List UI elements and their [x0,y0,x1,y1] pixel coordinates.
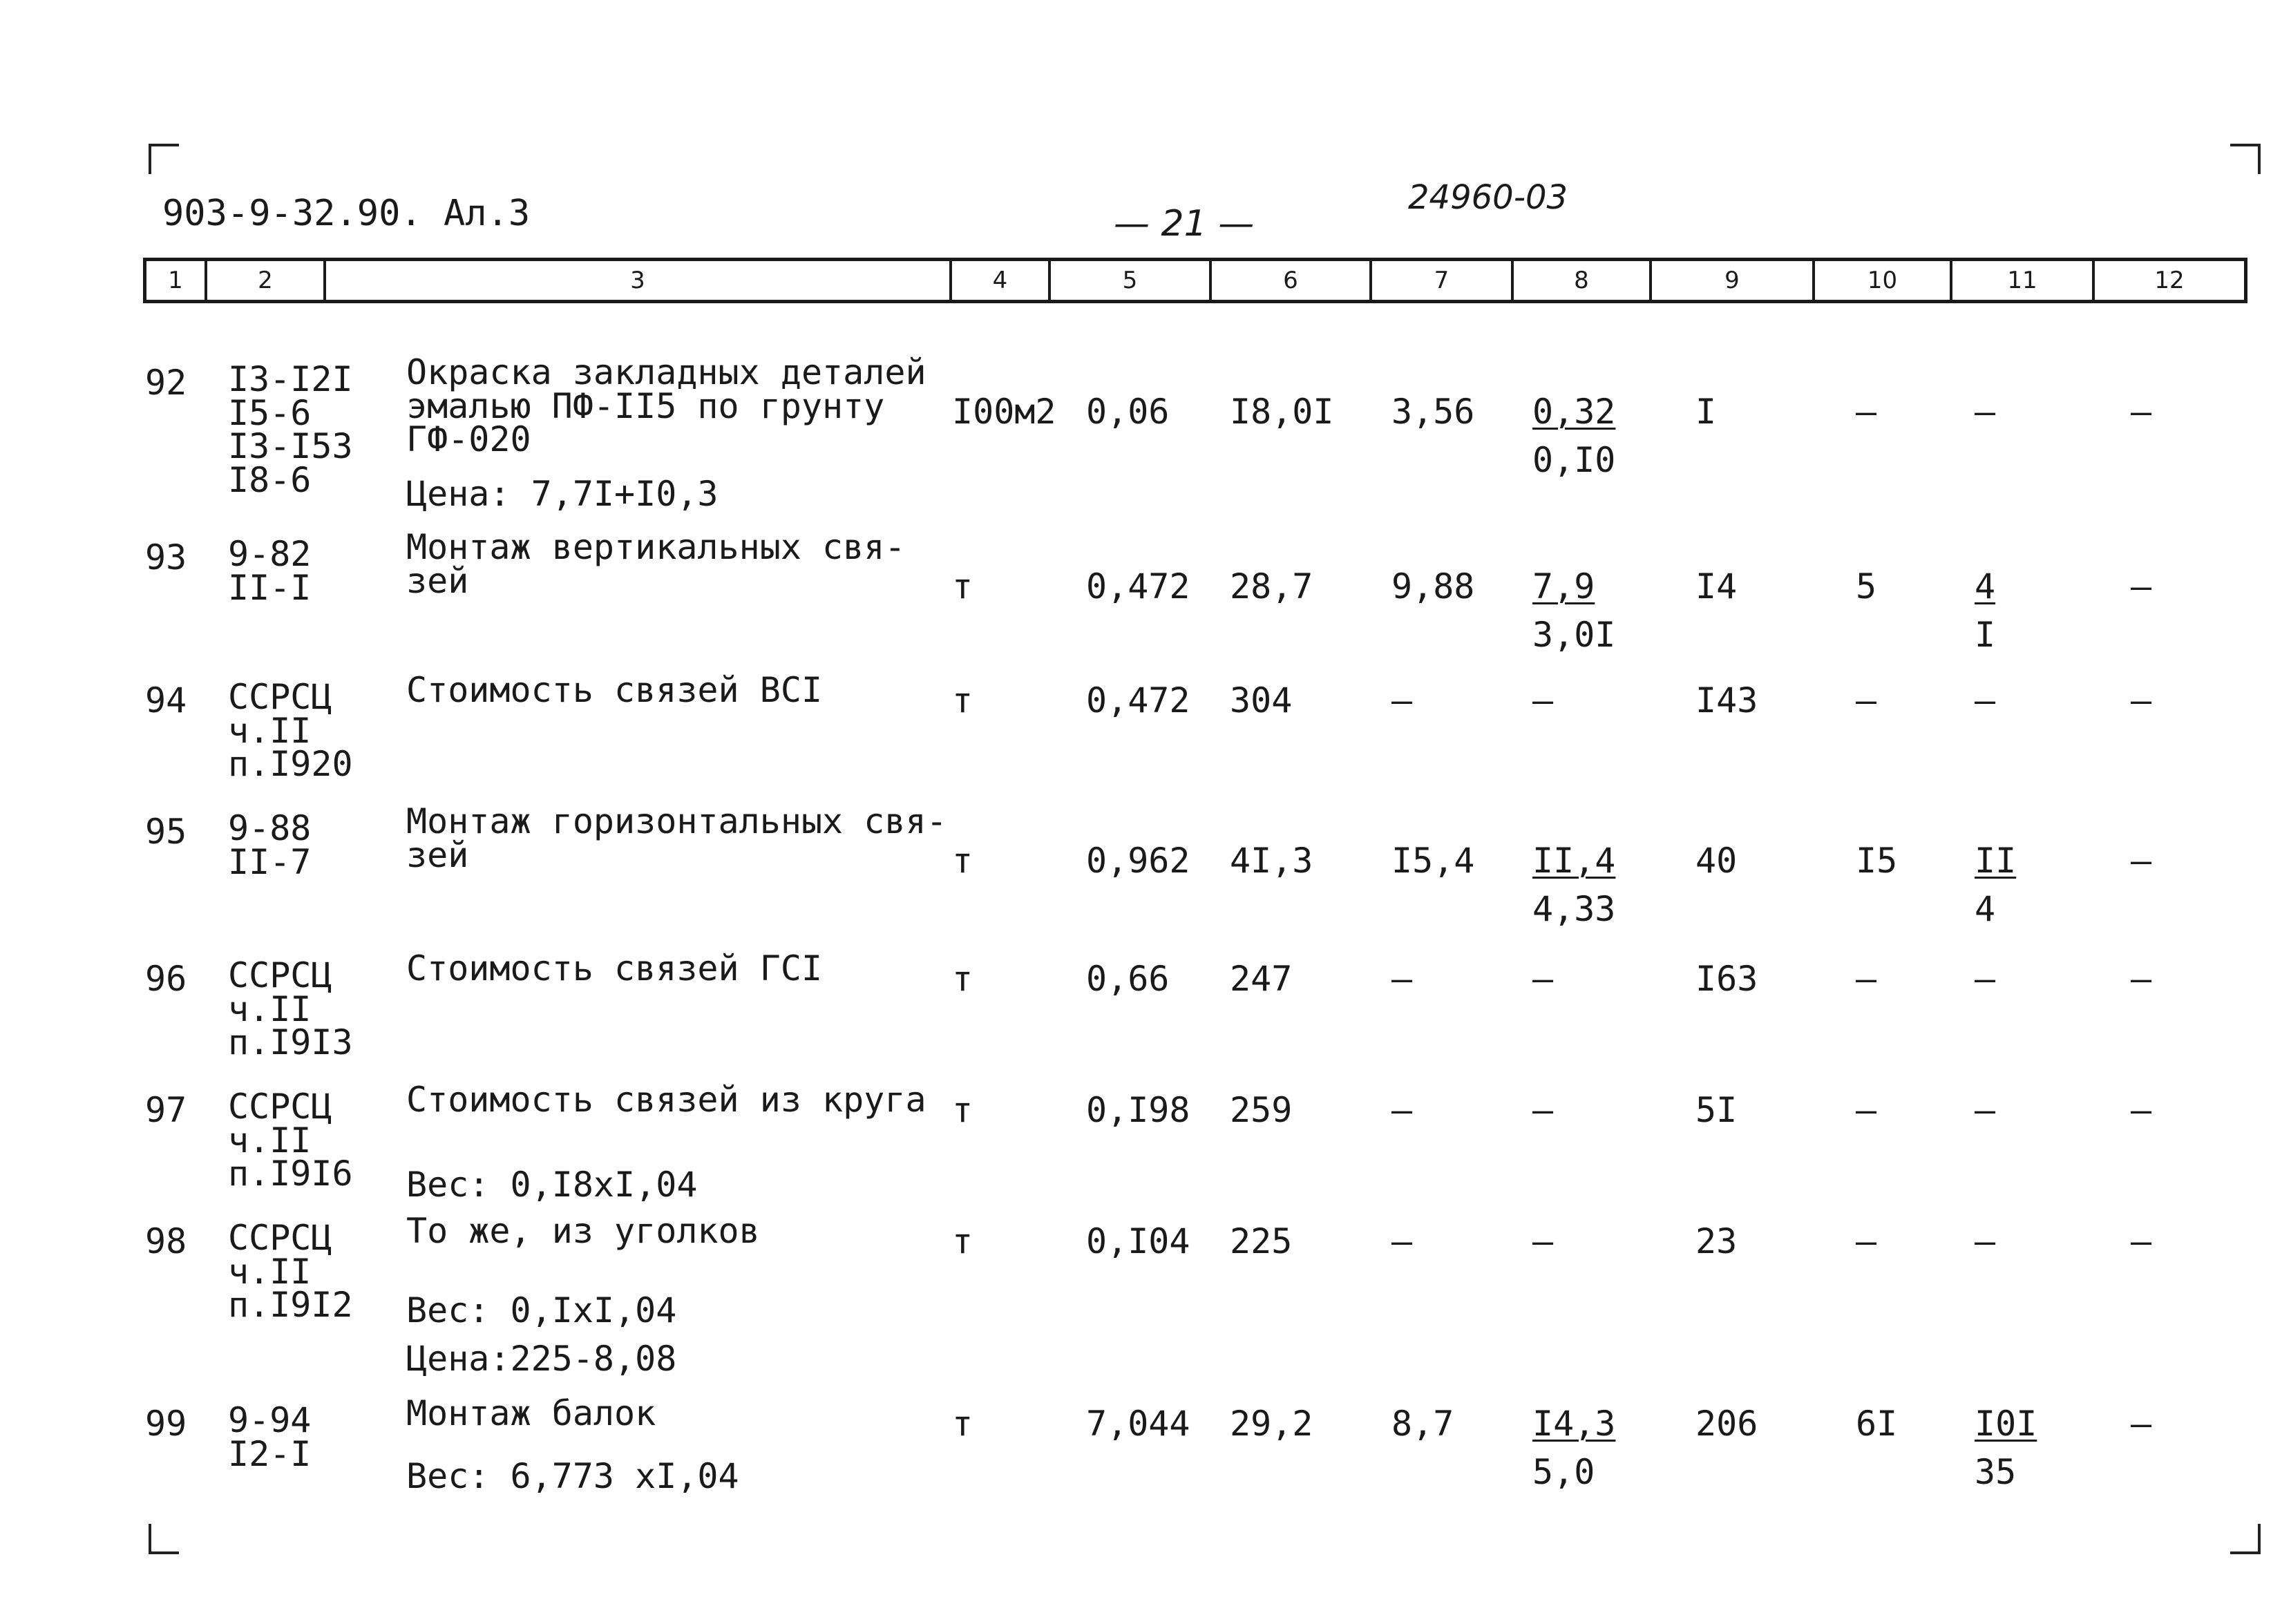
document-code: 903-9-32.90. Ал.3 [162,193,531,234]
extra-column: – [2131,959,2152,999]
total-wage: I5 [1856,841,1898,881]
total-wage: 5 [1856,566,1877,606]
total-cost: 23 [1695,1221,1738,1261]
work-description: Стоимость связей ГСI [406,948,823,988]
quantity: 0,66 [1086,959,1170,999]
machine-cost: – [1532,959,1554,999]
extra-column: – [2131,392,2152,432]
corner-mark-bottom-left [149,1524,179,1554]
quantity: 0,472 [1086,680,1190,720]
unit: т [952,1404,973,1444]
quantity: 0,472 [1086,566,1190,606]
total-machine: II [1975,841,2017,881]
total-machine-wage: 4 [1975,889,1996,929]
unit-wage: 3,56 [1391,392,1475,432]
total-machine-wage: 35 [1975,1452,2017,1492]
unit-cost: 4I,3 [1230,841,1313,881]
extra-column: – [2131,566,2152,606]
corner-mark-top-left [149,144,179,174]
total-cost: I4 [1695,566,1738,606]
column-header-11: 11 [1952,261,2095,300]
column-header-8: 8 [1514,261,1652,300]
unit: т [952,959,973,999]
unit: I00м2 [952,392,1056,432]
unit: т [952,1090,973,1130]
total-cost: 5I [1695,1090,1738,1130]
work-description: Стоимость связей ВСI [406,670,823,710]
unit-wage: – [1391,959,1413,999]
machine-wage: 5,0 [1532,1452,1595,1492]
column-header-row [143,258,2247,303]
column-header-5: 5 [1051,261,1212,300]
total-machine: – [1975,680,1996,720]
column-header-3: 3 [326,261,952,300]
work-description: Окраска закладных деталей эмалью ПФ-II5 по грунту ГФ-020 [406,352,926,459]
norm-code: ССРСЦ ч.II п.I9I6 [228,1087,353,1194]
column-header-9: 9 [1652,261,1815,300]
work-description: Стоимость связей из круга [406,1080,926,1120]
row-number: 92 [145,363,187,403]
unit: т [952,566,973,606]
work-note: Вес: 0,I8хI,04 [406,1165,698,1205]
machine-cost: 7,9 [1532,566,1595,606]
quantity: 7,044 [1086,1404,1190,1444]
machine-wage: 0,I0 [1532,440,1616,480]
extra-column: – [2131,1404,2152,1444]
unit-wage: – [1391,680,1413,720]
total-machine: – [1975,392,1996,432]
unit: т [952,1221,973,1261]
unit-cost: 304 [1230,680,1293,720]
row-number: 97 [145,1090,187,1130]
unit-cost: 225 [1230,1221,1293,1261]
total-wage: 6I [1856,1404,1898,1444]
unit: т [952,841,973,881]
extra-column: – [2131,1090,2152,1130]
quantity: 0,I98 [1086,1090,1190,1130]
total-wage: – [1856,392,1877,432]
unit-cost: 259 [1230,1090,1293,1130]
extra-column: – [2131,680,2152,720]
machine-wage: 4,33 [1532,889,1616,929]
machine-cost: – [1532,1090,1554,1130]
row-number: 99 [145,1404,187,1444]
work-note: Вес: 6,773 хI,04 [406,1456,739,1496]
total-machine-wage: I [1975,615,1996,655]
unit-cost: 28,7 [1230,566,1313,606]
column-header-4: 4 [952,261,1051,300]
row-number: 94 [145,680,187,720]
unit-wage: – [1391,1221,1413,1261]
column-header-2: 2 [207,261,326,300]
work-description: Монтаж вертикальных свя- зей [406,527,906,601]
total-cost: I [1695,392,1717,432]
unit: т [952,680,973,720]
row-number: 98 [145,1221,187,1261]
extra-column: – [2131,1221,2152,1261]
machine-cost: II,4 [1532,841,1616,881]
extra-column: – [2131,841,2152,881]
norm-code: 9-88 II-7 [228,808,312,882]
norm-code: ССРСЦ ч.II п.I9I3 [228,955,353,1062]
total-cost: I43 [1695,680,1758,720]
unit-wage: 9,88 [1391,566,1475,606]
machine-cost: – [1532,680,1554,720]
unit-wage: – [1391,1090,1413,1130]
total-wage: – [1856,1221,1877,1261]
corner-mark-top-right [2230,144,2261,174]
total-machine: – [1975,1221,1996,1261]
unit-cost: I8,0I [1230,392,1334,432]
total-wage: – [1856,680,1877,720]
quantity: 0,06 [1086,392,1170,432]
norm-code: ССРСЦ ч.II п.I920 [228,677,353,784]
total-machine: – [1975,1090,1996,1130]
work-note: Цена: 7,7I+I0,3 [406,474,719,514]
norm-code: 9-82 II-I [228,534,312,608]
machine-cost: I4,3 [1532,1404,1616,1444]
row-number: 95 [145,812,187,852]
machine-cost: – [1532,1221,1554,1261]
corner-mark-bottom-right [2230,1524,2261,1554]
unit-wage: 8,7 [1391,1404,1454,1444]
work-description: То же, из уголков [406,1211,760,1251]
norm-code: I3-I2I I5-6 I3-I53 I8-6 [228,359,353,500]
work-description: Монтаж балок [406,1393,656,1433]
column-header-6: 6 [1212,261,1372,300]
quantity: 0,I04 [1086,1221,1190,1261]
column-header-7: 7 [1372,261,1514,300]
page-number: — 21 — [1114,203,1255,245]
total-cost: I63 [1695,959,1758,999]
unit-cost: 247 [1230,959,1293,999]
unit-wage: I5,4 [1391,841,1475,881]
norm-code: 9-94 I2-I [228,1400,312,1474]
inventory-number: 24960-03 [1408,178,1568,217]
column-header-1: 1 [146,261,207,300]
total-machine: 4 [1975,566,1996,606]
row-number: 93 [145,537,187,577]
total-machine: I0I [1975,1404,2037,1444]
machine-cost: 0,32 [1532,392,1616,432]
total-wage: – [1856,1090,1877,1130]
total-cost: 40 [1695,841,1738,881]
quantity: 0,962 [1086,841,1190,881]
work-note: Вес: 0,IхI,04 Цена:225-8,08 [406,1290,677,1379]
work-description: Монтаж горизонтальных свя- зей [406,801,947,875]
row-number: 96 [145,959,187,999]
total-wage: – [1856,959,1877,999]
total-machine: – [1975,959,1996,999]
norm-code: ССРСЦ ч.II п.I9I2 [228,1218,353,1325]
column-header-12: 12 [2154,267,2185,294]
column-header-10: 10 [1815,261,1952,300]
total-cost: 206 [1695,1404,1758,1444]
unit-cost: 29,2 [1230,1404,1313,1444]
machine-wage: 3,0I [1532,615,1616,655]
